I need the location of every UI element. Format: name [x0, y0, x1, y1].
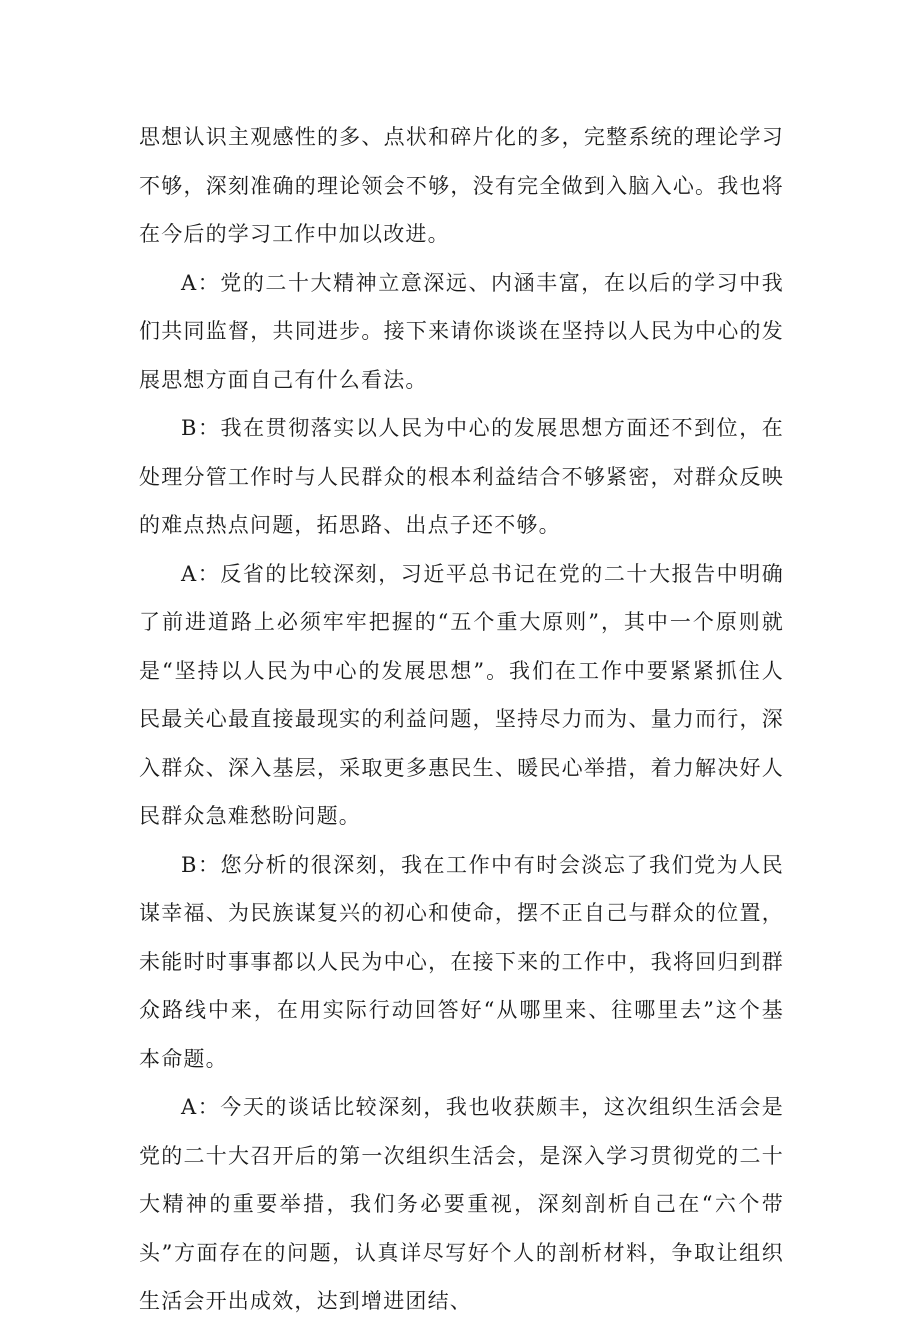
paragraph-b-dialogue: B：您分析的很深刻，我在工作中有时会淡忘了我们党为人民谋幸福、为民族谋复兴的初心和使命，摆不正自己与群众的位置，未能时时事事都以人民为中心，在接下来的工作中，我将回归到群众路线中来，在用实际行动回答好“从哪里来、往哪里去”这个基本命题。	[139, 852, 784, 1071]
paragraph-a-dialogue: A：反省的比较深刻，习近平总书记在党的二十大报告中明确了前进道路上必须牢牢把握的“五个重大原则”，其中一个原则就是“坚持以人民为中心的发展思想”。我们在工作中要紧紧抓住人民最关心最直接最现实的利益问题，坚持尽力而为、量力而行，深入群众、深入基层，采取更多惠民生、暖民心举措，着力解决好人民群众急难愁盼问题。	[139, 561, 784, 828]
paragraph-a-dialogue: A：今天的谈话比较深刻，我也收获颇丰，这次组织生活会是党的二十大召开后的第一次组织生活会，是深入学习贯彻党的二十大精神的重要举措，我们务必要重视，深刻剖析自己在“六个带头”方面存在的问题，认真详尽写好个人的剖析材料，争取让组织生活会开出成效，达到增进团结、	[139, 1095, 784, 1313]
paragraph-a-dialogue: A：党的二十大精神立意深远、内涵丰富，在以后的学习中我们共同监督，共同进步。接下来请你谈谈在坚持以人民为中心的发展思想方面自己有什么看法。	[139, 270, 784, 392]
paragraph-b-dialogue: B：我在贯彻落实以人民为中心的发展思想方面还不到位，在处理分管工作时与人民群众的根本利益结合不够紧密，对群众反映的难点热点问题，拓思路、出点子还不够。	[139, 416, 784, 537]
document-body	[139, 113, 784, 1326]
paragraph-continuation: 思想认识主观感性的多、点状和碎片化的多，完整系统的理论学习不够，深刻准确的理论领会不够，没有完全做到入脑入心。我也将在今后的学习工作中加以改进。	[139, 125, 784, 246]
